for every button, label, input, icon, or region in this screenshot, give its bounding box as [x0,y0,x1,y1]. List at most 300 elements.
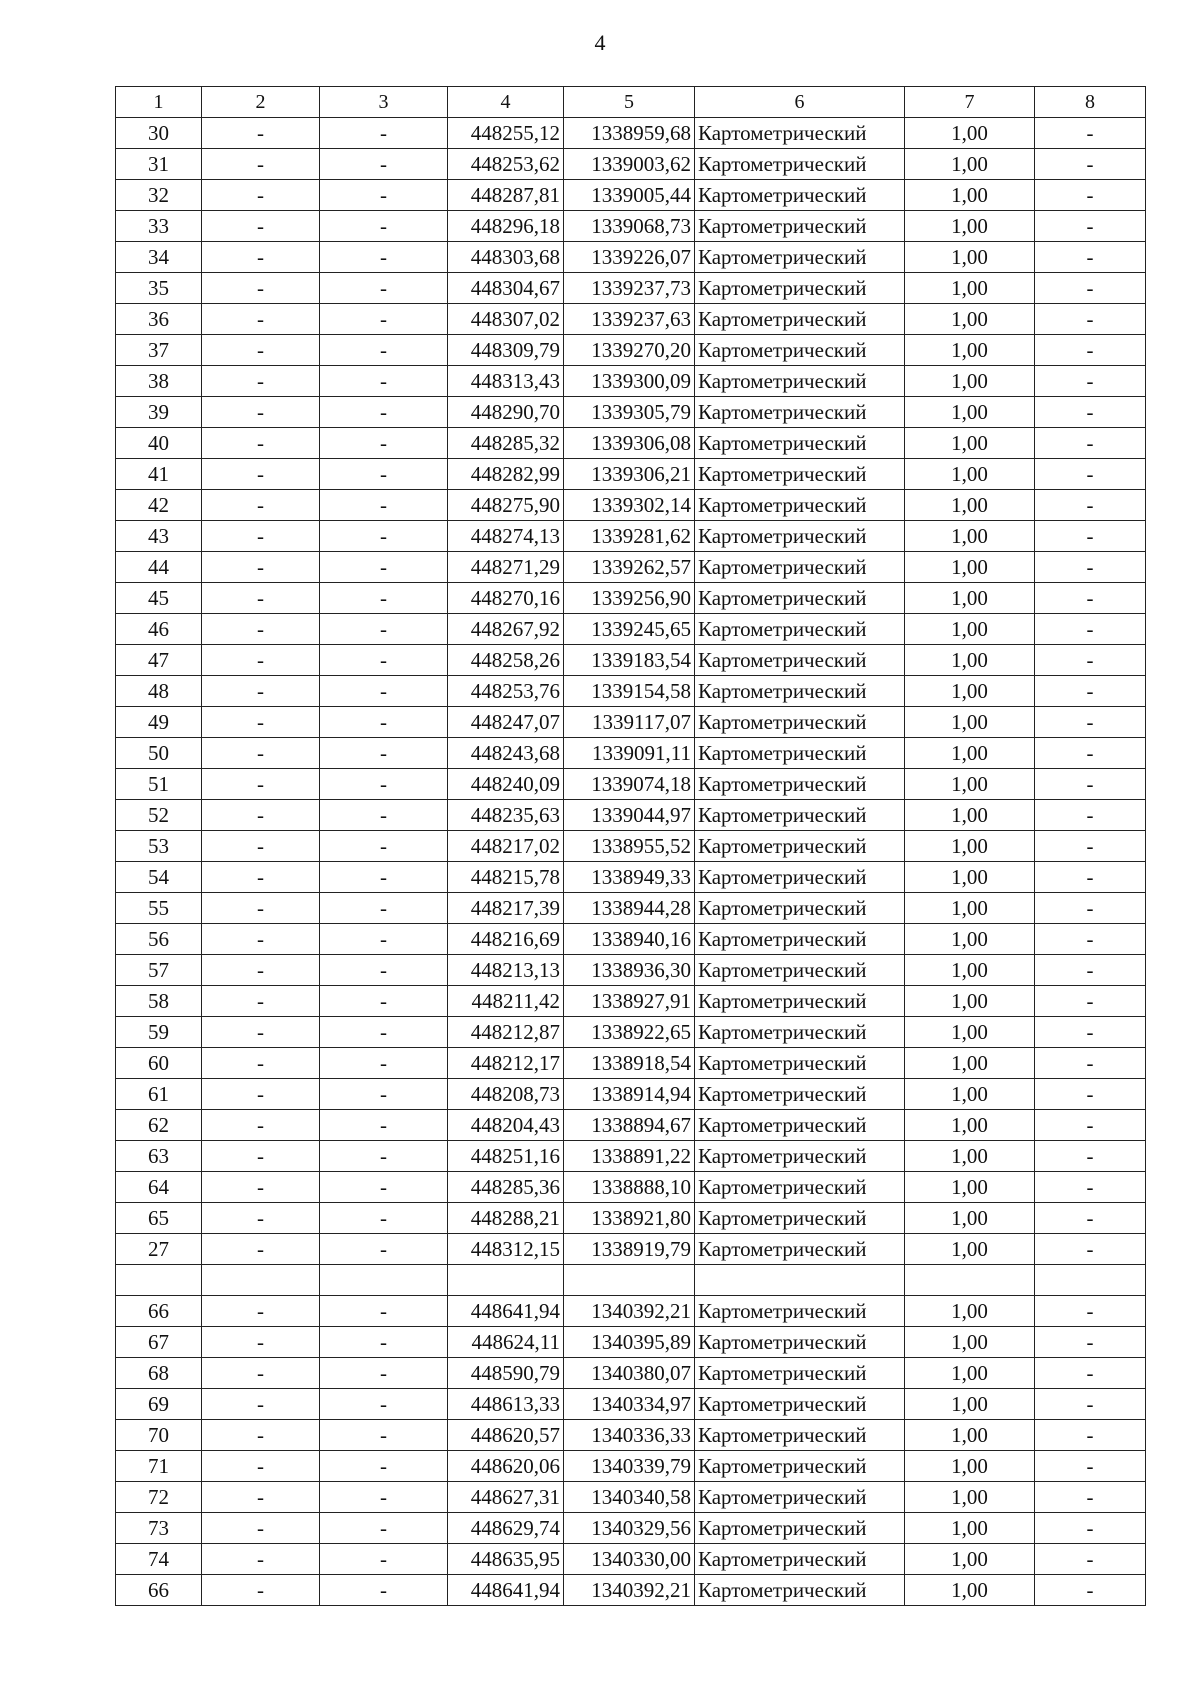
method-cell: Картометрический [695,521,905,552]
y-coordinate-cell: 1339183,54 [564,645,695,676]
point-number-cell: 73 [116,1513,202,1544]
col8-cell: - [1035,800,1146,831]
table-row [116,1110,1146,1141]
x-coordinate-cell: 448309,79 [448,335,564,366]
point-number-cell [116,1265,202,1296]
col8-cell: - [1035,149,1146,180]
col2-cell: - [202,800,320,831]
point-number-cell: 72 [116,1482,202,1513]
col3-cell: - [320,1172,448,1203]
col3-cell: - [320,924,448,955]
y-coordinate-cell: 1338959,68 [564,118,695,149]
table-row [116,1420,1146,1451]
col2-cell: - [202,397,320,428]
coordinates-table [115,86,1146,1606]
col2-cell: - [202,1079,320,1110]
table-row [116,552,1146,583]
point-number-cell: 34 [116,242,202,273]
x-coordinate-cell: 448216,69 [448,924,564,955]
x-coordinate-cell: 448267,92 [448,614,564,645]
point-number-cell: 45 [116,583,202,614]
accuracy-cell: 1,00 [905,180,1035,211]
table-header-row [116,87,1146,118]
y-coordinate-cell: 1338914,94 [564,1079,695,1110]
x-coordinate-cell: 448290,70 [448,397,564,428]
method-cell: Картометрический [695,397,905,428]
col2-cell: - [202,924,320,955]
table-row [116,707,1146,738]
y-coordinate-cell: 1339237,63 [564,304,695,335]
table-row [116,893,1146,924]
x-coordinate-cell: 448240,09 [448,769,564,800]
col2-cell: - [202,738,320,769]
table-row [116,490,1146,521]
y-coordinate-cell: 1338944,28 [564,893,695,924]
point-number-cell: 54 [116,862,202,893]
table-row [116,1544,1146,1575]
y-coordinate-cell: 1339270,20 [564,335,695,366]
col3-cell: - [320,1420,448,1451]
y-coordinate-cell: 1338921,80 [564,1203,695,1234]
y-coordinate-cell: 1339091,11 [564,738,695,769]
col2-cell: - [202,1482,320,1513]
col8-cell: - [1035,1110,1146,1141]
col2-cell: - [202,1575,320,1606]
col2-cell: - [202,490,320,521]
col2-cell: - [202,614,320,645]
x-coordinate-cell: 448590,79 [448,1358,564,1389]
col2-cell: - [202,521,320,552]
y-coordinate-cell: 1339237,73 [564,273,695,304]
method-cell: Картометрический [695,552,905,583]
col2-cell: - [202,862,320,893]
table-row [116,459,1146,490]
col8-cell: - [1035,211,1146,242]
col8-cell: - [1035,1234,1146,1265]
col3-cell: - [320,645,448,676]
col2-cell: - [202,986,320,1017]
accuracy-cell: 1,00 [905,490,1035,521]
table-row [116,769,1146,800]
method-cell: Картометрический [695,1327,905,1358]
col2-cell: - [202,676,320,707]
header-cell: 8 [1035,87,1146,118]
col2-cell: - [202,1544,320,1575]
col2-cell: - [202,304,320,335]
table-row [116,1575,1146,1606]
point-number-cell: 32 [116,180,202,211]
table-row [116,397,1146,428]
col8-cell: - [1035,645,1146,676]
col8-cell: - [1035,459,1146,490]
col3-cell: - [320,552,448,583]
method-cell: Картометрический [695,428,905,459]
col3-cell: - [320,521,448,552]
x-coordinate-cell: 448288,21 [448,1203,564,1234]
point-number-cell: 69 [116,1389,202,1420]
table-row [116,583,1146,614]
table-row [116,1141,1146,1172]
x-coordinate-cell: 448211,42 [448,986,564,1017]
header-cell: 4 [448,87,564,118]
y-coordinate-cell: 1339262,57 [564,552,695,583]
y-coordinate-cell: 1340336,33 [564,1420,695,1451]
header-cell: 3 [320,87,448,118]
point-number-cell: 60 [116,1048,202,1079]
table-row [116,1172,1146,1203]
accuracy-cell: 1,00 [905,893,1035,924]
table-row [116,521,1146,552]
accuracy-cell: 1,00 [905,583,1035,614]
x-coordinate-cell: 448624,11 [448,1327,564,1358]
col2-cell: - [202,335,320,366]
x-coordinate-cell: 448303,68 [448,242,564,273]
col3-cell: - [320,800,448,831]
accuracy-cell: 1,00 [905,1079,1035,1110]
method-cell: Картометрический [695,335,905,366]
method-cell: Картометрический [695,180,905,211]
accuracy-cell: 1,00 [905,1420,1035,1451]
col2-cell: - [202,1296,320,1327]
header-cell: 6 [695,87,905,118]
col3-cell: - [320,335,448,366]
col3-cell: - [320,986,448,1017]
table-row [116,1296,1146,1327]
y-coordinate-cell: 1339300,09 [564,366,695,397]
col2-cell: - [202,707,320,738]
y-coordinate-cell: 1339005,44 [564,180,695,211]
accuracy-cell: 1,00 [905,211,1035,242]
col8-cell: - [1035,924,1146,955]
y-coordinate-cell: 1339245,65 [564,614,695,645]
accuracy-cell: 1,00 [905,1048,1035,1079]
method-cell: Картометрический [695,1389,905,1420]
x-coordinate-cell: 448212,87 [448,1017,564,1048]
y-coordinate-cell: 1339306,08 [564,428,695,459]
x-coordinate-cell: 448247,07 [448,707,564,738]
col8-cell: - [1035,273,1146,304]
col3-cell: - [320,738,448,769]
table-row [116,149,1146,180]
method-cell: Картометрический [695,1513,905,1544]
col3-cell: - [320,583,448,614]
method-cell: Картометрический [695,1544,905,1575]
method-cell: Картометрический [695,490,905,521]
col8-cell: - [1035,118,1146,149]
col3-cell: - [320,490,448,521]
col2-cell: - [202,955,320,986]
col8-cell: - [1035,1358,1146,1389]
col3-cell: - [320,366,448,397]
table-separator-row [116,1265,1146,1296]
y-coordinate-cell: 1338927,91 [564,986,695,1017]
col2-cell: - [202,1172,320,1203]
col3-cell: - [320,614,448,645]
col2-cell: - [202,118,320,149]
page-number: 4 [594,30,606,55]
point-number-cell: 37 [116,335,202,366]
col8-cell: - [1035,738,1146,769]
col8-cell: - [1035,1389,1146,1420]
col8-cell: - [1035,335,1146,366]
col3-cell: - [320,180,448,211]
col3-cell: - [320,1203,448,1234]
accuracy-cell: 1,00 [905,769,1035,800]
y-coordinate-cell: 1338918,54 [564,1048,695,1079]
point-number-cell: 48 [116,676,202,707]
method-cell: Картометрический [695,1048,905,1079]
x-coordinate-cell: 448235,63 [448,800,564,831]
col3-cell: - [320,862,448,893]
accuracy-cell: 1,00 [905,335,1035,366]
x-coordinate-cell: 448208,73 [448,1079,564,1110]
point-number-cell: 31 [116,149,202,180]
col8-cell: - [1035,1017,1146,1048]
x-coordinate-cell: 448258,26 [448,645,564,676]
col2-cell: - [202,1513,320,1544]
x-coordinate-cell: 448215,78 [448,862,564,893]
accuracy-cell: 1,00 [905,273,1035,304]
method-cell: Картометрический [695,211,905,242]
y-coordinate-cell: 1339154,58 [564,676,695,707]
col8-cell: - [1035,955,1146,986]
table-row [116,1482,1146,1513]
col8-cell [1035,1265,1146,1296]
method-cell: Картометрический [695,614,905,645]
col3-cell: - [320,149,448,180]
method-cell: Картометрический [695,893,905,924]
y-coordinate-cell: 1339003,62 [564,149,695,180]
x-coordinate-cell: 448255,12 [448,118,564,149]
col8-cell: - [1035,1327,1146,1358]
col3-cell: - [320,1389,448,1420]
method-cell: Картометрический [695,118,905,149]
col8-cell: - [1035,490,1146,521]
method-cell: Картометрический [695,707,905,738]
col3-cell: - [320,1451,448,1482]
col2-cell: - [202,1234,320,1265]
method-cell: Картометрический [695,924,905,955]
point-number-cell: 65 [116,1203,202,1234]
method-cell: Картометрический [695,1482,905,1513]
col2-cell [202,1265,320,1296]
table-row [116,1017,1146,1048]
col8-cell: - [1035,676,1146,707]
method-cell: Картометрический [695,769,905,800]
col3-cell: - [320,769,448,800]
accuracy-cell: 1,00 [905,614,1035,645]
col8-cell: - [1035,1451,1146,1482]
accuracy-cell: 1,00 [905,1575,1035,1606]
col8-cell: - [1035,707,1146,738]
col8-cell: - [1035,521,1146,552]
col3-cell: - [320,211,448,242]
header-cell: 1 [116,87,202,118]
header-cell: 7 [905,87,1035,118]
y-coordinate-cell [564,1265,695,1296]
x-coordinate-cell: 448213,13 [448,955,564,986]
col2-cell: - [202,1141,320,1172]
x-coordinate-cell: 448270,16 [448,583,564,614]
point-number-cell: 42 [116,490,202,521]
col3-cell: - [320,955,448,986]
x-coordinate-cell: 448274,13 [448,521,564,552]
accuracy-cell: 1,00 [905,1482,1035,1513]
table-row [116,831,1146,862]
method-cell: Картометрический [695,149,905,180]
accuracy-cell: 1,00 [905,1451,1035,1482]
point-number-cell: 36 [116,304,202,335]
y-coordinate-cell: 1339281,62 [564,521,695,552]
point-number-cell: 70 [116,1420,202,1451]
y-coordinate-cell: 1338936,30 [564,955,695,986]
x-coordinate-cell: 448307,02 [448,304,564,335]
point-number-cell: 71 [116,1451,202,1482]
method-cell: Картометрический [695,273,905,304]
method-cell: Картометрический [695,645,905,676]
point-number-cell: 58 [116,986,202,1017]
point-number-cell: 53 [116,831,202,862]
col8-cell: - [1035,1482,1146,1513]
method-cell: Картометрический [695,1296,905,1327]
y-coordinate-cell: 1340380,07 [564,1358,695,1389]
accuracy-cell: 1,00 [905,118,1035,149]
x-coordinate-cell: 448304,67 [448,273,564,304]
point-number-cell: 62 [116,1110,202,1141]
x-coordinate-cell: 448251,16 [448,1141,564,1172]
point-number-cell: 33 [116,211,202,242]
col8-cell: - [1035,428,1146,459]
y-coordinate-cell: 1338949,33 [564,862,695,893]
table-row [116,1513,1146,1544]
accuracy-cell: 1,00 [905,397,1035,428]
col3-cell: - [320,242,448,273]
col8-cell: - [1035,769,1146,800]
col3-cell: - [320,118,448,149]
y-coordinate-cell: 1340395,89 [564,1327,695,1358]
accuracy-cell: 1,00 [905,1110,1035,1141]
method-cell: Картометрический [695,304,905,335]
col3-cell: - [320,831,448,862]
table-row [116,366,1146,397]
method-cell: Картометрический [695,1079,905,1110]
col8-cell: - [1035,242,1146,273]
table-row [116,211,1146,242]
x-coordinate-cell: 448627,31 [448,1482,564,1513]
col2-cell: - [202,180,320,211]
y-coordinate-cell: 1339306,21 [564,459,695,490]
col2-cell: - [202,459,320,490]
accuracy-cell: 1,00 [905,459,1035,490]
col3-cell: - [320,1482,448,1513]
point-number-cell: 39 [116,397,202,428]
y-coordinate-cell: 1339117,07 [564,707,695,738]
y-coordinate-cell: 1339302,14 [564,490,695,521]
method-cell: Картометрический [695,1203,905,1234]
col3-cell: - [320,1544,448,1575]
point-number-cell: 47 [116,645,202,676]
accuracy-cell: 1,00 [905,707,1035,738]
method-cell: Картометрический [695,800,905,831]
y-coordinate-cell: 1338894,67 [564,1110,695,1141]
x-coordinate-cell: 448217,02 [448,831,564,862]
table-row [116,1048,1146,1079]
method-cell: Картометрический [695,1110,905,1141]
table-row [116,645,1146,676]
col3-cell: - [320,1234,448,1265]
col3-cell: - [320,1017,448,1048]
col8-cell: - [1035,1141,1146,1172]
accuracy-cell [905,1265,1035,1296]
y-coordinate-cell: 1340392,21 [564,1575,695,1606]
point-number-cell: 50 [116,738,202,769]
y-coordinate-cell: 1340339,79 [564,1451,695,1482]
col8-cell: - [1035,1575,1146,1606]
y-coordinate-cell: 1338922,65 [564,1017,695,1048]
method-cell: Картометрический [695,676,905,707]
accuracy-cell: 1,00 [905,1296,1035,1327]
method-cell: Картометрический [695,862,905,893]
y-coordinate-cell: 1339256,90 [564,583,695,614]
y-coordinate-cell: 1340334,97 [564,1389,695,1420]
col2-cell: - [202,893,320,924]
col3-cell: - [320,707,448,738]
col2-cell: - [202,831,320,862]
table-row [116,1389,1146,1420]
point-number-cell: 44 [116,552,202,583]
table-row [116,614,1146,645]
col3-cell: - [320,1575,448,1606]
y-coordinate-cell: 1340392,21 [564,1296,695,1327]
method-cell: Картометрический [695,1575,905,1606]
col3-cell: - [320,676,448,707]
x-coordinate-cell: 448212,17 [448,1048,564,1079]
accuracy-cell: 1,00 [905,986,1035,1017]
col2-cell: - [202,552,320,583]
col3-cell: - [320,459,448,490]
col2-cell: - [202,1358,320,1389]
x-coordinate-cell: 448620,57 [448,1420,564,1451]
col3-cell: - [320,1296,448,1327]
col3-cell: - [320,1110,448,1141]
col8-cell: - [1035,831,1146,862]
x-coordinate-cell: 448629,74 [448,1513,564,1544]
point-number-cell: 55 [116,893,202,924]
table-row [116,676,1146,707]
point-number-cell: 67 [116,1327,202,1358]
y-coordinate-cell: 1339044,97 [564,800,695,831]
x-coordinate-cell: 448641,94 [448,1575,564,1606]
col3-cell [320,1265,448,1296]
point-number-cell: 30 [116,118,202,149]
table-row [116,242,1146,273]
point-number-cell: 74 [116,1544,202,1575]
method-cell: Картометрический [695,1451,905,1482]
y-coordinate-cell: 1338940,16 [564,924,695,955]
col8-cell: - [1035,1048,1146,1079]
x-coordinate-cell: 448253,62 [448,149,564,180]
col2-cell: - [202,1420,320,1451]
y-coordinate-cell: 1338919,79 [564,1234,695,1265]
col8-cell: - [1035,1172,1146,1203]
col3-cell: - [320,1358,448,1389]
accuracy-cell: 1,00 [905,1141,1035,1172]
table-row [116,304,1146,335]
y-coordinate-cell: 1338955,52 [564,831,695,862]
table-row [116,986,1146,1017]
col8-cell: - [1035,1544,1146,1575]
x-coordinate-cell: 448285,32 [448,428,564,459]
